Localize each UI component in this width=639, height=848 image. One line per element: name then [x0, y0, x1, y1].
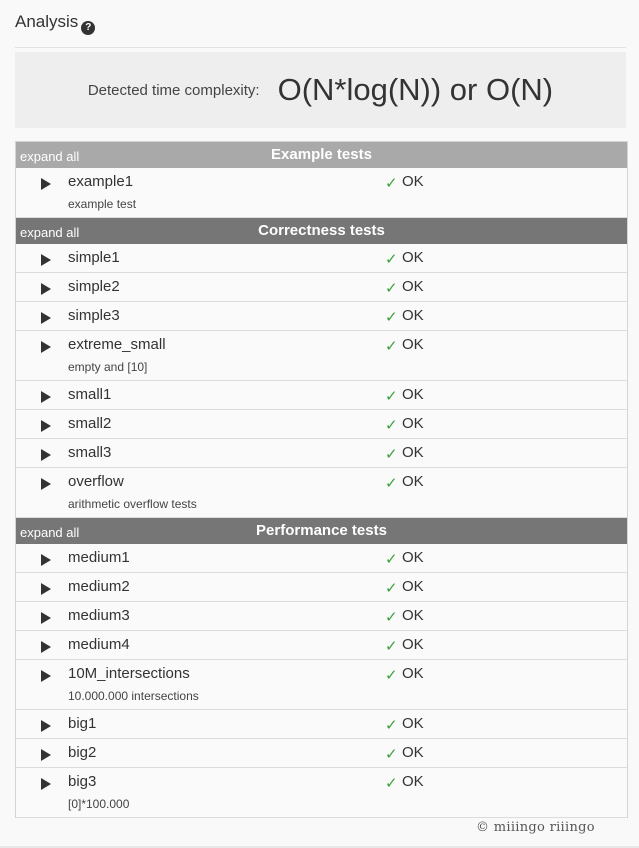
checkmark-icon: ✓ — [385, 551, 398, 568]
expand-arrow-icon[interactable] — [41, 178, 51, 190]
test-status: OK — [402, 278, 424, 295]
test-status: OK — [402, 444, 424, 461]
test-row[interactable] — [16, 544, 627, 573]
checkmark-icon: ✓ — [385, 446, 398, 463]
checkmark-icon: ✓ — [385, 717, 398, 734]
group-title: Example tests — [271, 146, 372, 163]
test-name: simple3 — [68, 307, 120, 324]
expand-arrow-icon[interactable] — [41, 449, 51, 461]
expand-arrow-icon[interactable] — [41, 478, 51, 490]
test-status: OK — [402, 415, 424, 432]
test-name: simple2 — [68, 278, 120, 295]
test-status: OK — [402, 386, 424, 403]
checkmark-icon: ✓ — [385, 388, 398, 405]
question-mark-icon[interactable]: ? — [81, 21, 95, 35]
expand-arrow-icon[interactable] — [41, 720, 51, 732]
complexity-label: Detected time complexity: — [87, 81, 260, 99]
test-row[interactable] — [16, 573, 627, 602]
page-title: Analysis — [15, 12, 79, 31]
expand-arrow-icon[interactable] — [41, 612, 51, 624]
checkmark-icon: ✓ — [385, 280, 398, 297]
test-row[interactable] — [16, 381, 627, 410]
test-name: big1 — [68, 715, 97, 732]
group-title: Performance tests — [256, 522, 387, 539]
expand-arrow-icon[interactable] — [41, 341, 51, 353]
test-row[interactable] — [16, 739, 627, 768]
analysis-header — [15, 12, 95, 35]
test-status: OK — [402, 773, 424, 790]
test-row[interactable] — [16, 710, 627, 739]
expand-arrow-icon[interactable] — [41, 641, 51, 653]
expand-all-link[interactable]: expand all — [20, 525, 80, 540]
checkmark-icon: ✓ — [385, 638, 398, 655]
watermark: © miiingo riiingo — [476, 820, 595, 835]
test-status: OK — [402, 249, 424, 266]
test-row[interactable] — [16, 168, 627, 218]
test-row[interactable] — [16, 660, 627, 710]
test-description: 10.000.000 intersections — [68, 689, 199, 703]
expand-arrow-icon[interactable] — [41, 312, 51, 324]
complexity-value: O(N*log(N)) or O(N) — [277, 72, 554, 107]
test-row[interactable] — [16, 768, 627, 818]
test-status: OK — [402, 549, 424, 566]
checkmark-icon: ✓ — [385, 667, 398, 684]
test-name: small2 — [68, 415, 112, 432]
test-description: empty and [10] — [68, 360, 148, 374]
test-name: small1 — [68, 386, 112, 403]
test-row[interactable] — [16, 468, 627, 518]
test-name: extreme_small — [68, 336, 166, 353]
test-row[interactable] — [16, 439, 627, 468]
expand-arrow-icon[interactable] — [41, 778, 51, 790]
tests-table — [15, 141, 628, 818]
test-name: medium4 — [68, 636, 130, 653]
test-row[interactable] — [16, 244, 627, 273]
test-row[interactable] — [16, 410, 627, 439]
test-status: OK — [402, 336, 424, 353]
test-status: OK — [402, 607, 424, 624]
checkmark-icon: ✓ — [385, 175, 398, 192]
expand-arrow-icon[interactable] — [41, 670, 51, 682]
checkmark-icon: ✓ — [385, 338, 398, 355]
divider — [15, 47, 626, 48]
expand-arrow-icon[interactable] — [41, 749, 51, 761]
test-row[interactable] — [16, 302, 627, 331]
checkmark-icon: ✓ — [385, 775, 398, 792]
test-description: [0]*100.000 — [68, 797, 130, 811]
checkmark-icon: ✓ — [385, 417, 398, 434]
checkmark-icon: ✓ — [385, 251, 398, 268]
test-name: medium3 — [68, 607, 130, 624]
test-status: OK — [402, 665, 424, 682]
test-name: 10M_intersections — [68, 665, 190, 682]
expand-all-link[interactable]: expand all — [20, 149, 80, 164]
expand-arrow-icon[interactable] — [41, 391, 51, 403]
test-status: OK — [402, 578, 424, 595]
test-row[interactable] — [16, 631, 627, 660]
group-title: Correctness tests — [258, 222, 385, 239]
checkmark-icon: ✓ — [385, 609, 398, 626]
test-name: simple1 — [68, 249, 120, 266]
checkmark-icon: ✓ — [385, 746, 398, 763]
complexity-panel — [15, 52, 626, 128]
test-status: OK — [402, 715, 424, 732]
test-name: medium1 — [68, 549, 130, 566]
test-description: arithmetic overflow tests — [68, 497, 197, 511]
expand-arrow-icon[interactable] — [41, 254, 51, 266]
expand-arrow-icon[interactable] — [41, 420, 51, 432]
test-name: medium2 — [68, 578, 130, 595]
test-row[interactable] — [16, 602, 627, 631]
expand-arrow-icon[interactable] — [41, 283, 51, 295]
test-row[interactable] — [16, 273, 627, 302]
test-name: big3 — [68, 773, 97, 790]
test-description: example test — [68, 197, 137, 211]
test-name: example1 — [68, 173, 134, 190]
group-header — [16, 142, 627, 168]
test-status: OK — [402, 173, 424, 190]
group-header — [16, 518, 627, 544]
test-row[interactable] — [16, 331, 627, 381]
checkmark-icon: ✓ — [385, 475, 398, 492]
expand-arrow-icon[interactable] — [41, 583, 51, 595]
test-status: OK — [402, 744, 424, 761]
test-name: small3 — [68, 444, 112, 461]
test-status: OK — [402, 307, 424, 324]
test-status: OK — [402, 473, 424, 490]
test-name: big2 — [68, 744, 97, 761]
test-status: OK — [402, 636, 424, 653]
expand-arrow-icon[interactable] — [41, 554, 51, 566]
expand-all-link[interactable]: expand all — [20, 225, 80, 240]
test-name: overflow — [68, 473, 124, 490]
checkmark-icon: ✓ — [385, 580, 398, 597]
checkmark-icon: ✓ — [385, 309, 398, 326]
group-header — [16, 218, 627, 244]
